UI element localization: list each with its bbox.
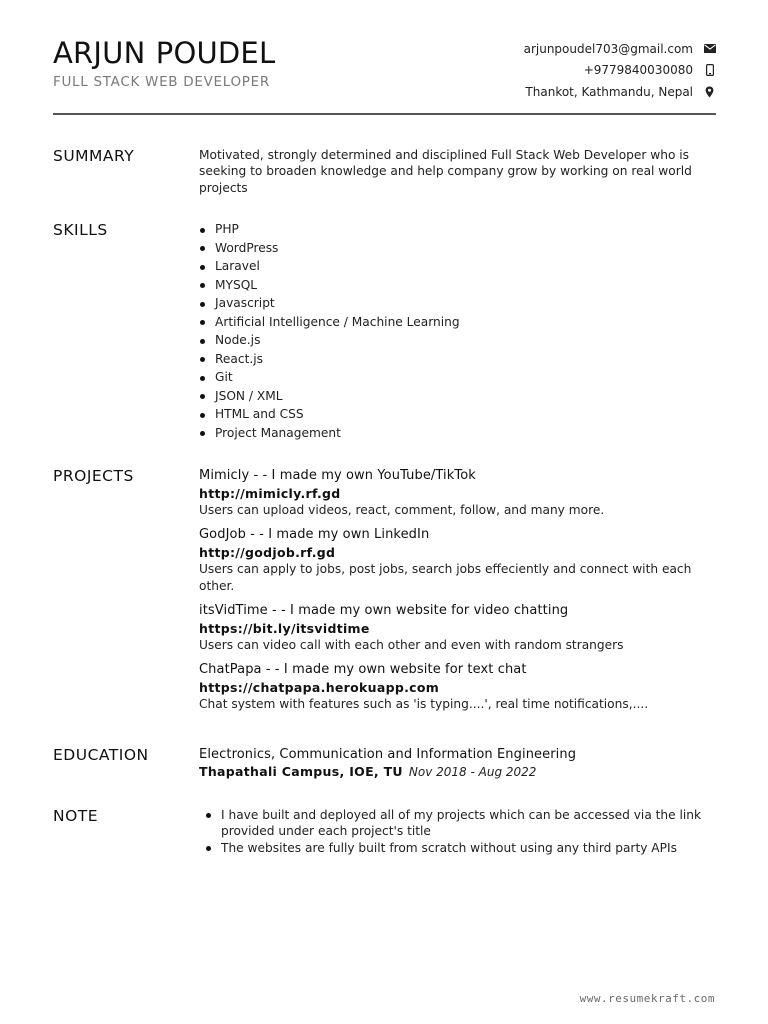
- skill-item: Git: [199, 368, 714, 387]
- skill-item: Artificial Intelligence / Machine Learning: [199, 313, 714, 332]
- education-entry: [199, 746, 714, 780]
- phone-row: [524, 60, 716, 82]
- note-list-container: [199, 807, 714, 856]
- note-list: [199, 807, 714, 856]
- skill-item: Javascript: [199, 294, 714, 313]
- address-text: Thankot, Kathmandu, Nepal: [525, 84, 693, 99]
- project-item: [199, 467, 714, 518]
- skills-list-container: [199, 220, 714, 442]
- project-link[interactable]: http://godjob.rf.gd: [199, 545, 336, 561]
- project-title: GodJob - - I made my own LinkedIn: [199, 527, 430, 543]
- email-text: arjunpoudel703@gmail.com: [523, 41, 693, 56]
- project-description: Chat system with features such as 'is typing....', real time notifications,....: [199, 697, 649, 712]
- email-row: [524, 38, 716, 60]
- degree-title: Electronics, Communication and Information Engineering: [199, 747, 577, 762]
- phone-icon: [703, 64, 716, 76]
- project-title: ChatPapa - - I made my own website for text chat: [199, 662, 527, 678]
- skill-item: HTML and CSS: [199, 405, 714, 424]
- project-description: Users can apply to jobs, post jobs, search jobs effeciently and connect with each other.: [199, 562, 692, 593]
- note-item: The websites are fully built from scratch without using any third party APIs: [205, 840, 714, 856]
- map-pin-icon: [703, 86, 716, 98]
- project-description: Users can video call with each other and even with random strangers: [199, 637, 624, 652]
- skill-item: WordPress: [199, 239, 714, 258]
- projects-section: [53, 467, 716, 727]
- note-item: I have built and deployed all of my projects which can be accessed via the link provided under each project's title: [205, 807, 714, 840]
- skill-item: React.js: [199, 350, 714, 369]
- envelope-icon: [703, 44, 716, 53]
- education-section: [53, 746, 716, 786]
- school-line: [199, 764, 714, 780]
- project-title: itsVidTime - - I made my own website for video chatting: [199, 602, 569, 618]
- candidate-name: [53, 36, 275, 70]
- projects-list: [199, 467, 714, 720]
- projects-heading: PROJECTS: [53, 467, 134, 485]
- project-link[interactable]: https://chatpapa.herokuapp.com: [199, 680, 440, 696]
- project-item: [199, 602, 714, 653]
- phone-text: +9779840030080: [583, 63, 693, 78]
- skills-section: [53, 221, 716, 451]
- note-section: [53, 807, 716, 867]
- resume-header: [53, 36, 275, 90]
- school-name: Thapathali Campus, IOE, TU: [199, 764, 403, 779]
- skill-item: Project Management: [199, 424, 714, 443]
- skill-item: Node.js: [199, 331, 714, 350]
- watermark-link[interactable]: www.resumekraft.com: [579, 992, 715, 1005]
- project-link[interactable]: https://bit.ly/itsvidtime: [199, 620, 370, 636]
- summary-text: Motivated, strongly determined and disciplined Full Stack Web Developer who is seeking to broaden knowledge and help company grow by working on real world projects: [199, 148, 692, 195]
- skill-item: PHP: [199, 220, 714, 239]
- skills-list: [199, 220, 714, 442]
- last-name: POUDEL: [155, 36, 276, 70]
- project-link[interactable]: http://mimicly.rf.gd: [199, 486, 341, 501]
- education-dates: Nov 2018 - Aug 2022: [408, 765, 537, 779]
- project-description: Users can upload videos, react, comment, follow, and many more.: [199, 503, 605, 517]
- address-row: [524, 81, 716, 103]
- project-item: [199, 526, 714, 594]
- note-heading: NOTE: [53, 807, 99, 825]
- header-divider: [53, 113, 716, 115]
- job-title: FULL STACK WEB DEVELOPER: [53, 74, 270, 90]
- summary-section: [53, 147, 716, 203]
- contact-info: [524, 38, 716, 103]
- skills-heading: SKILLS: [53, 221, 108, 239]
- skill-item: JSON / XML: [199, 387, 714, 406]
- skill-item: Laravel: [199, 257, 714, 276]
- first-name: ARJUN: [53, 36, 146, 70]
- skill-item: MYSQL: [199, 276, 714, 295]
- summary-heading: SUMMARY: [53, 147, 135, 165]
- project-title: Mimicly - - I made my own YouTube/TikTok: [199, 468, 476, 483]
- project-item: [199, 661, 714, 712]
- education-heading: EDUCATION: [53, 746, 149, 764]
